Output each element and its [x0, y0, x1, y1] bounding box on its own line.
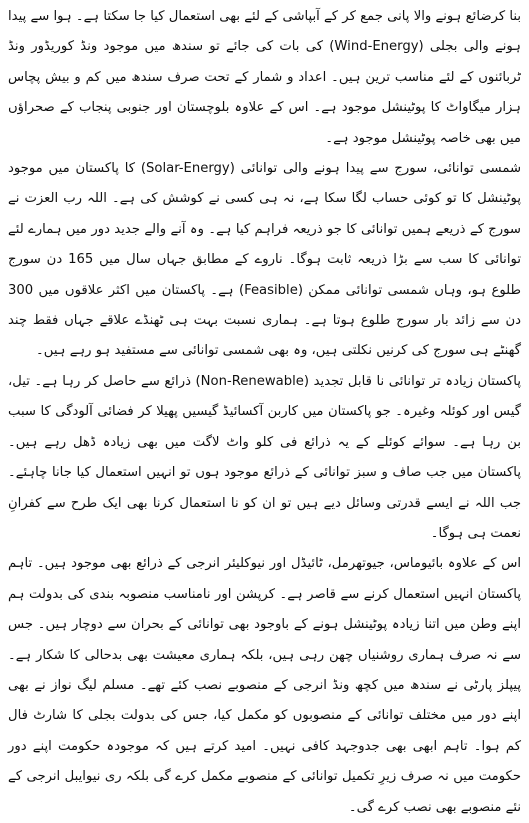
paragraph-text: بنا کرضائع ہونے والا پانی جمع کر کے آبپاشی کے لئے بھی استعمال کیا جا سکتا ہے۔ ہوا سے پیدا ہونے والی بجلی	[8, 9, 521, 55]
english-term: (Non-Renewable)	[195, 373, 310, 389]
paragraph-text: اس کے علاوہ بائیوماس، جیوتھرمل، ٹائیڈل اور نیوکلیئر انرجی کے ذرائع بھی موجود ہیں۔ تاہم پاکستان انہیں استعمال کرنے سے قاصر ہے۔ کرپشن اور نامناسب منصوبہ بندی کی بدولت ہم اپنے وطن میں اتنا زیادہ پوٹینشل ہونے کے باوجود بھی توانائی کے بحران سے دوچار ہیں۔ جس سے نہ صرف ہماری روشنیاں چھن رہی ہیں، بلکہ ہماری معیشت بھی بدحالی کا شکار ہے۔ پیپلز پارٹی نے سندھ میں کچھ ونڈ انرجی کے منصوبے نصب کئے تھے۔ مسلم لیگ نواز نے بھی اپنے دور میں مختلف توانائی کے منصوبوں کو مکمل کیا، جس کی بدولت بجلی کا شارٹ فال کم ہوا۔ تاہم ابھی بھی جدوجہد کافی نہیں۔ امید کرتے ہیں کہ موجودہ حکومت اپنے دور حکومت میں نہ صرف زیرِ تکمیل توانائی کے منصوبے مکمل کرے گی بلکہ ری نیوایبل انرجی کے نئے منصوبے بھی نصب کرے گی۔	[8, 556, 521, 815]
paragraph-text: ہے۔ پاکستان میں اکثر علاقوں میں 300 دن سے زائد بار سورج طلوع ہوتا ہے۔ ہماری نسبت بہت ہی ٹھنڈے علاقے جہاں فقط چند گھنٹے ہی سورج کی کرنیں نکلتی ہیں، وہ بھی شمسی توانائی سے مستفید ہو رہے ہیں۔	[8, 282, 521, 359]
english-term: (Feasible)	[238, 282, 303, 298]
paragraph-text: شمسی توانائی، سورج سے پیدا ہونے والی توانائی	[234, 161, 521, 177]
english-term: (Solar-Energy)	[140, 161, 235, 177]
paragraph-wind-energy	[8, 2, 521, 154]
paragraph-text: پاکستان زیادہ تر توانائی نا قابل تجدید	[309, 373, 521, 389]
paragraph-solar-energy	[8, 154, 521, 367]
english-term: (Wind-Energy)	[329, 39, 424, 55]
paragraph-non-renewable	[8, 367, 521, 549]
paragraph-other-sources	[8, 549, 521, 823]
paragraph-text: ذرائع سے حاصل کر رہا ہے۔ تیل، گیس اور کوئلہ وغیرہ۔ جو پاکستان میں کاربن آکسائیڈ گیسیں پھیلا کر فضائی آلودگی کا سبب بن رہا ہے۔ سوائے کوئلے کے یہ ذرائع فی کلو واٹ لاگت میں بھی زیادہ ڈھل رہے ہیں۔ پاکستان میں جب صاف و سبز توانائی کے ذرائع موجود ہوں تو انہیں استعمال کیا جانا چاہئے۔ جب اللہ نے ایسے قدرتی وسائل دیے ہیں تو ان کو نا استعمال کرنا بھی ایک طرح سے کفرانِ نعمت ہی ہوگا۔	[8, 373, 521, 541]
paragraph-text: کا پاکستان میں موجود پوٹینشل کا تو کوئی حساب لگا سکا ہے، نہ ہی کسی نے کوشش کی ہے۔ اللہ رب العزت نے سورج کے ذریعے ہمیں توانائی کا جو ذریعہ فراہم کیا ہے۔ وہ آنے والے جدید دور میں ہمارے لئے توانائی کا سب سے بڑا ذریعہ ثابت ہوگا۔ ناروے کے مطابق جہاں سال میں 165 دن سورج طلوع ہو، وہاں شمسی توانائی ممکن	[8, 161, 521, 298]
paragraph-text: کی بات کی جائے تو سندھ میں موجود ونڈ کوریڈور ونڈ ٹربائنوں کے لئے مناسب ترین ہیں۔ اعداد و شمار کے تحت صرف سندھ میں کم و بیش پچاس ہزار میگاواٹ کا پوٹینشل موجود ہے۔ اس کے علاوہ بلوچستان اور جنوبی پنجاب کے صحراؤں میں بھی خاصہ پوٹینشل موجود ہے۔	[8, 39, 521, 146]
